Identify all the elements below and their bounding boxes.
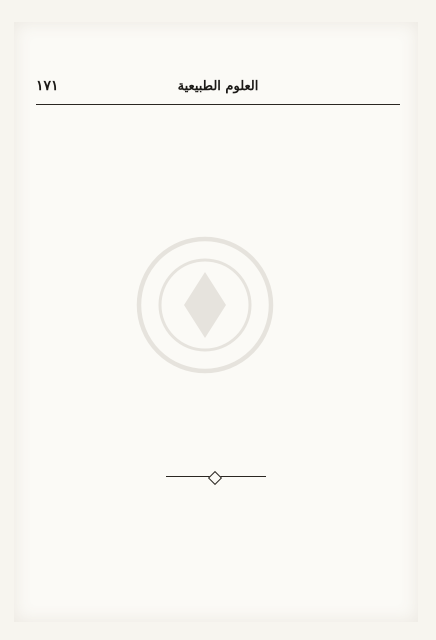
closing-line (36, 490, 400, 506)
closing-section (36, 490, 400, 552)
page-number: ١٧١ (36, 78, 59, 94)
closing-line (36, 506, 400, 522)
running-title: العلوم الطبيعية (177, 79, 259, 94)
closing-line (36, 521, 400, 537)
body-line (36, 438, 400, 454)
body-line (36, 329, 400, 345)
article-body (36, 112, 400, 469)
body-line (36, 283, 400, 299)
body-line (36, 360, 400, 376)
body-line (36, 422, 400, 438)
closing-line (36, 537, 400, 553)
section-divider (166, 476, 266, 477)
body-line (36, 190, 400, 206)
body-line (36, 407, 400, 423)
body-line (36, 252, 400, 268)
body-line (36, 391, 400, 407)
page-header (36, 76, 400, 102)
body-line (36, 236, 400, 252)
body-line (36, 159, 400, 175)
body-line (36, 267, 400, 283)
body-line (36, 112, 400, 128)
body-line (36, 143, 400, 159)
body-line (36, 345, 400, 361)
body-line (36, 376, 400, 392)
body-line (36, 205, 400, 221)
body-line (36, 174, 400, 190)
header-rule (36, 104, 400, 105)
body-line (36, 298, 400, 314)
body-line (36, 128, 400, 144)
body-line (36, 221, 400, 237)
body-line (36, 314, 400, 330)
body-line (36, 453, 400, 469)
